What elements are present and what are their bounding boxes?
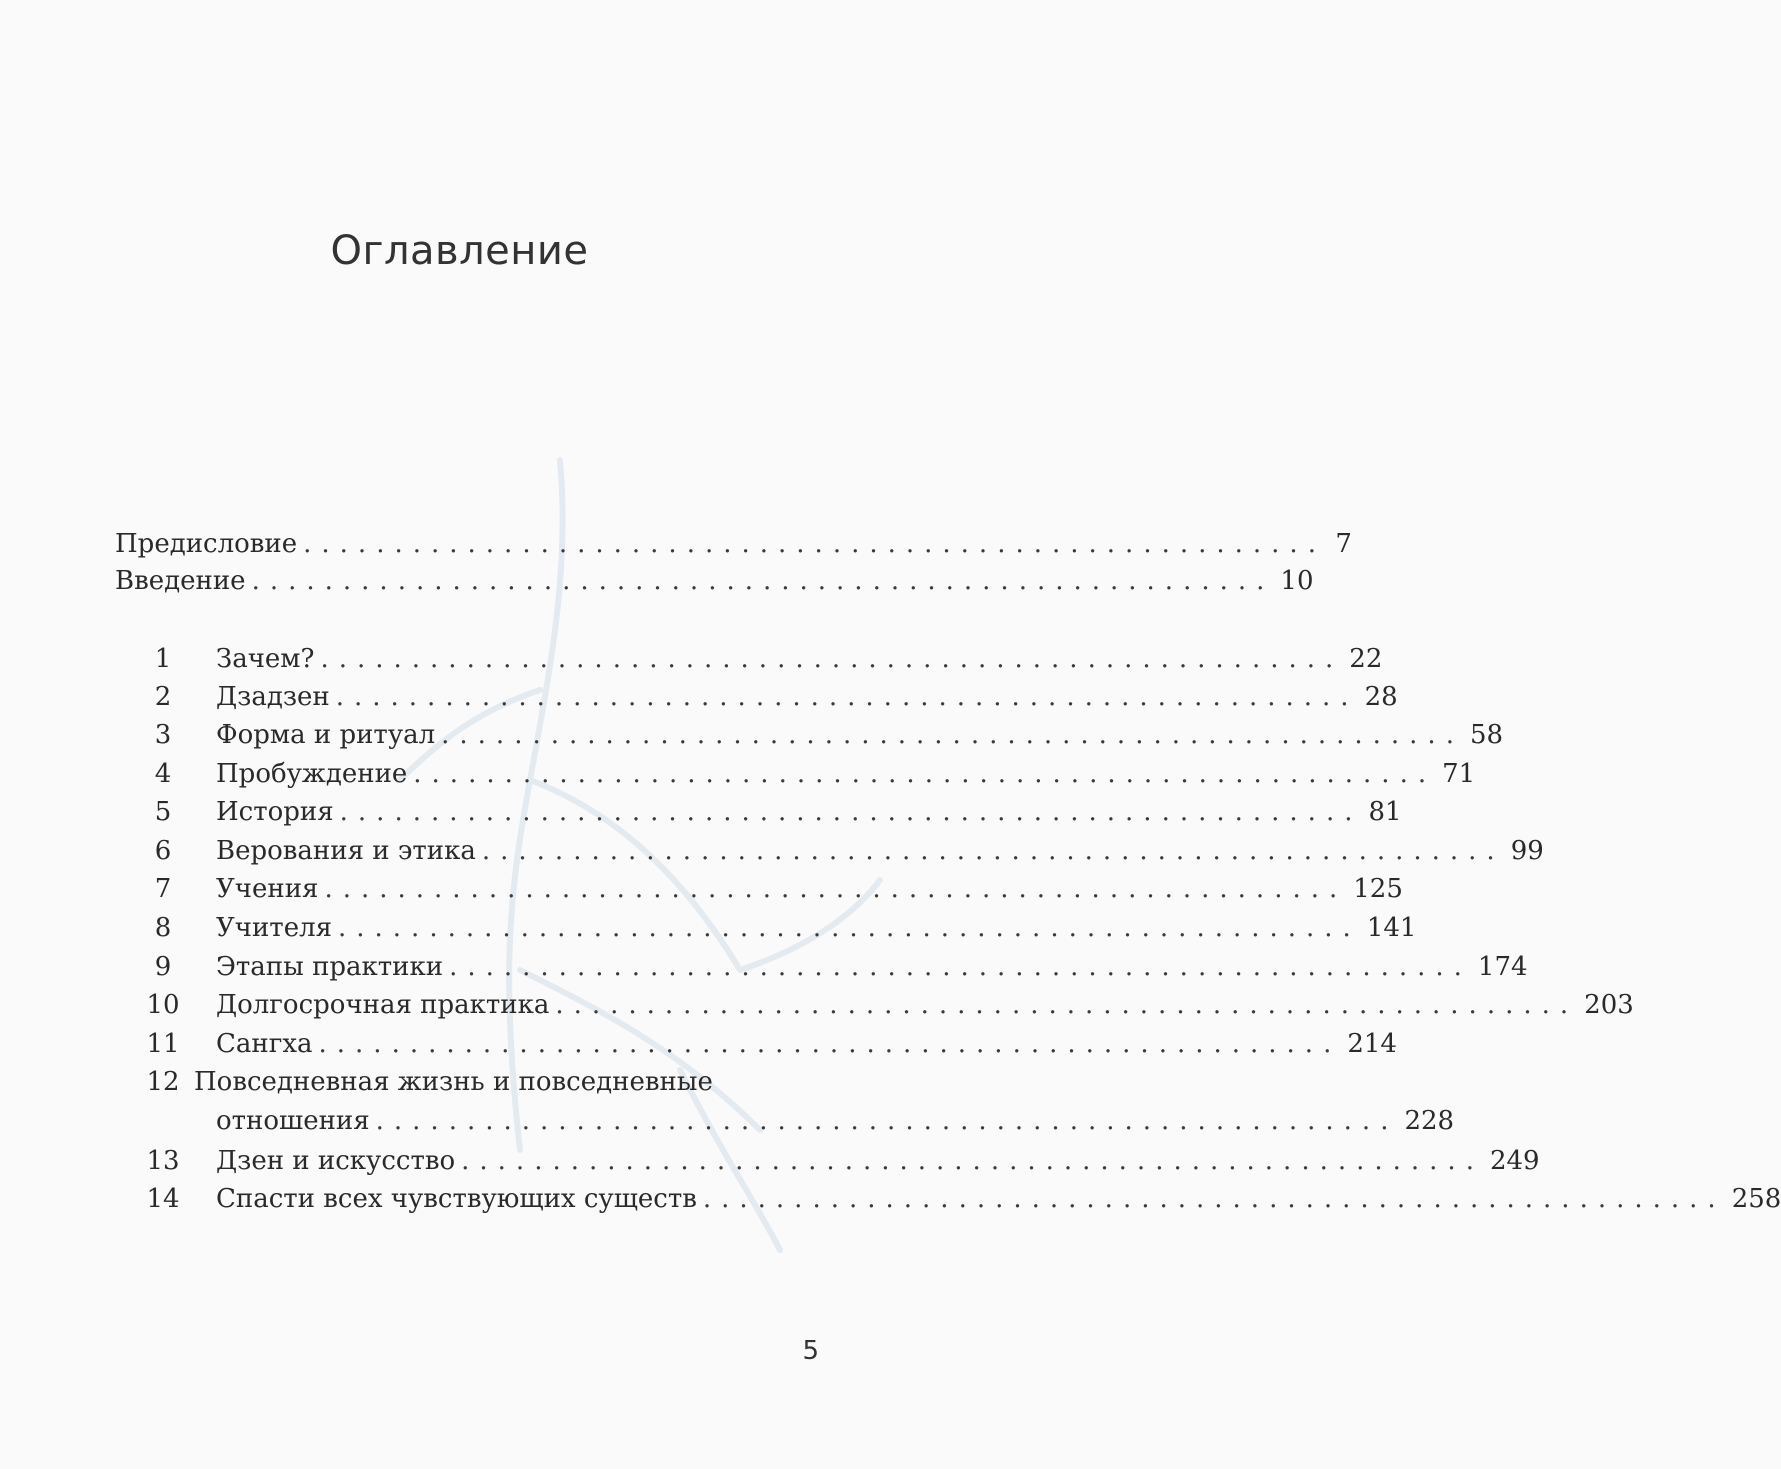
leader-dots: ........................................................ <box>339 797 1363 827</box>
leader-dots: ........................................................ <box>413 759 1437 789</box>
toc-chapter-2[interactable] <box>132 678 1398 716</box>
toc-chapter-14[interactable] <box>132 1180 1781 1218</box>
toc-chapter-7[interactable] <box>132 870 1403 908</box>
toc-chapter-3[interactable] <box>132 716 1504 754</box>
chapter-page: 28 <box>1364 682 1398 712</box>
leader-dots: ........................................................ <box>338 913 1361 943</box>
chapter-page: 214 <box>1347 1029 1397 1059</box>
toc-chapter-12[interactable] <box>132 1063 819 1101</box>
chapter-page: 58 <box>1469 720 1504 750</box>
chapter-title: Форма и ритуал <box>216 720 436 750</box>
chapter-title: История <box>216 797 334 827</box>
chapter-title-line1: Повседневная жизнь и повседневные <box>194 1067 713 1097</box>
toc-entry-label: Предисловие <box>115 529 298 559</box>
chapter-number: 2 <box>154 682 172 712</box>
chapter-title: Зачем? <box>216 644 315 674</box>
toc-chapter-13[interactable] <box>132 1142 1540 1180</box>
chapter-number: 13 <box>146 1146 180 1176</box>
leader-dots: ........................................................ <box>324 874 1348 904</box>
leader-dots: ........................................................ <box>702 1184 1726 1214</box>
leader-dots: ........................................................ <box>335 682 1359 712</box>
chapter-page: 22 <box>1349 644 1383 674</box>
toc-chapter-9[interactable] <box>132 948 1528 986</box>
toc-chapter-12-cont[interactable] <box>216 1102 1455 1140</box>
chapter-number: 12 <box>146 1067 180 1097</box>
toc-chapter-4[interactable] <box>132 755 1476 793</box>
chapter-page: 99 <box>1510 836 1544 866</box>
toc-chapter-10[interactable] <box>132 986 1634 1024</box>
chapter-page: 81 <box>1368 797 1402 827</box>
toc-entry-label: Введение <box>115 566 246 596</box>
leader-dots: ........................................................ <box>303 529 1326 559</box>
toc-chapter-6[interactable] <box>132 832 1544 870</box>
chapter-title: Дзадзен <box>216 682 330 712</box>
chapter-title: Спасти всех чувствующих существ <box>216 1184 697 1214</box>
toc-chapter-8[interactable] <box>132 909 1417 947</box>
chapter-number: 9 <box>154 952 172 982</box>
chapter-number: 1 <box>154 644 172 674</box>
toc-entry-foreword[interactable] <box>115 525 1352 563</box>
page-title: Оглавление <box>330 228 589 274</box>
leader-dots: ........................................................ <box>449 952 1472 982</box>
leader-dots: ........................................................ <box>461 1146 1484 1176</box>
chapter-number: 7 <box>154 874 172 904</box>
leader-dots: ........................................................ <box>251 566 1275 596</box>
chapter-title: Пробуждение <box>216 759 408 789</box>
chapter-page: 71 <box>1442 759 1476 789</box>
chapter-number: 11 <box>146 1029 180 1059</box>
chapter-title: Верования и этика <box>216 836 476 866</box>
leader-dots: ........................................................ <box>318 1029 1342 1059</box>
chapter-title: Этапы практики <box>216 952 444 982</box>
chapter-number: 6 <box>154 836 172 866</box>
toc-entry-page: 10 <box>1280 566 1314 596</box>
chapter-title: Дзен и искусство <box>216 1146 456 1176</box>
chapter-title: Учения <box>216 874 319 904</box>
chapter-page: 125 <box>1353 874 1403 904</box>
chapter-page: 174 <box>1477 952 1528 982</box>
toc-entry-introduction[interactable] <box>115 562 1314 600</box>
toc-chapter-1[interactable] <box>132 640 1383 678</box>
toc-chapter-5[interactable] <box>132 793 1402 831</box>
leader-dots: ........................................................ <box>441 720 1464 750</box>
toc-chapter-11[interactable] <box>132 1025 1397 1063</box>
leader-dots: ........................................................ <box>320 644 1344 674</box>
chapter-number: 10 <box>146 990 180 1020</box>
page-number: 5 <box>802 1336 819 1366</box>
chapter-number: 3 <box>154 720 172 750</box>
chapter-page: 141 <box>1366 913 1417 943</box>
chapter-number: 8 <box>154 913 172 943</box>
leader-dots: ........................................................ <box>375 1106 1399 1136</box>
chapter-number: 4 <box>154 759 172 789</box>
chapter-title-line2: отношения <box>216 1106 370 1136</box>
leader-dots: ........................................................ <box>555 990 1579 1020</box>
toc-entry-page: 7 <box>1335 529 1352 559</box>
leader-dots: ........................................................ <box>481 836 1505 866</box>
chapter-title: Учителя <box>216 913 332 943</box>
chapter-page: 258 <box>1731 1184 1781 1214</box>
chapter-number: 14 <box>146 1184 180 1214</box>
chapter-title: Долгосрочная практика <box>216 990 550 1020</box>
chapter-page: 228 <box>1404 1106 1455 1136</box>
chapter-page: 249 <box>1489 1146 1540 1176</box>
chapter-number: 5 <box>154 797 172 827</box>
chapter-title: Сангха <box>216 1029 313 1059</box>
chapter-page: 203 <box>1584 990 1634 1020</box>
